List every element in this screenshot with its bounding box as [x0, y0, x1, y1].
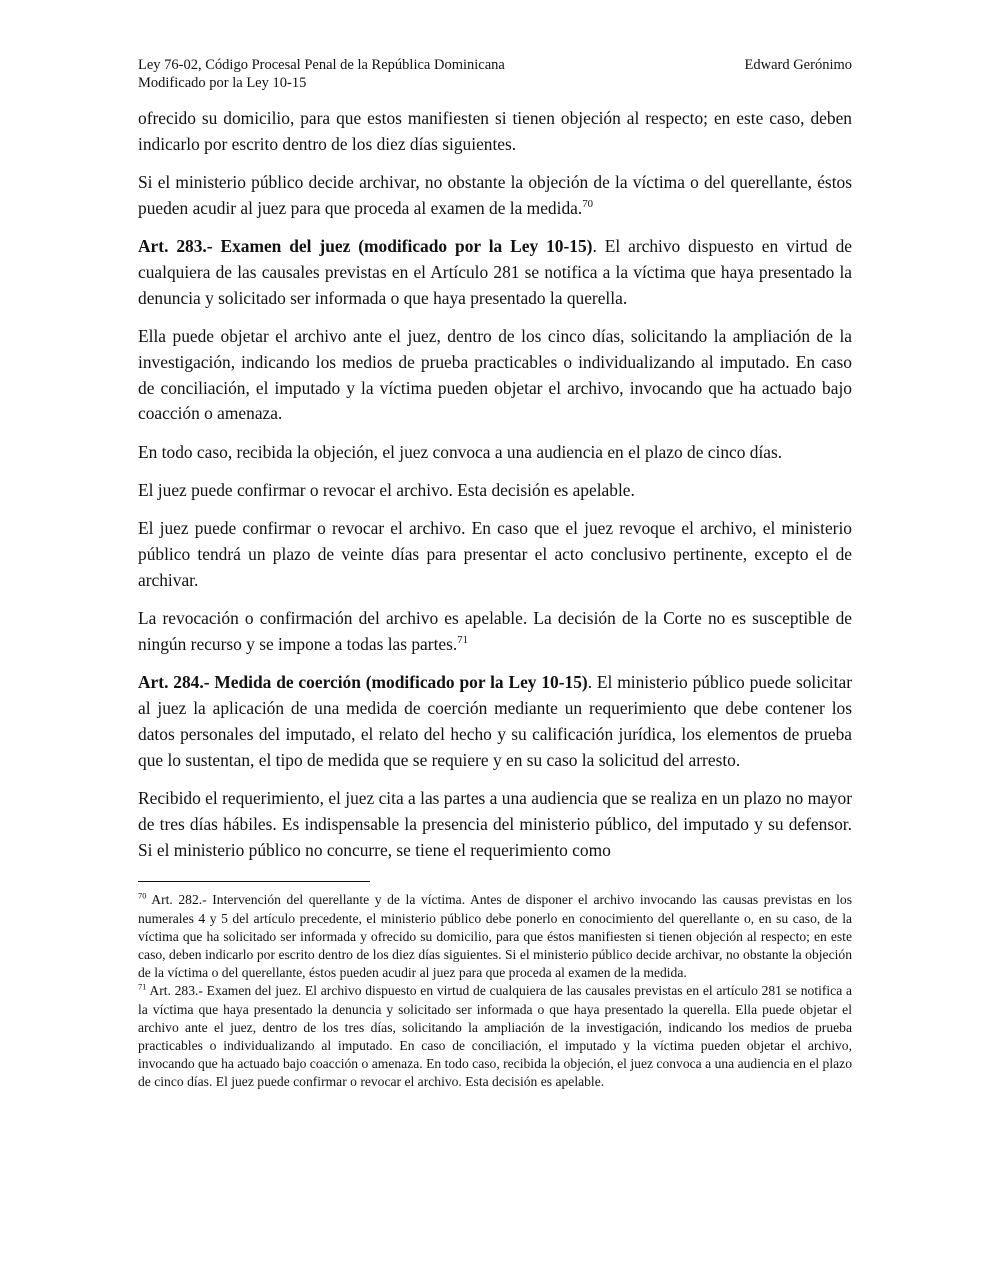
- paragraph-text: Si el ministerio público decide archivar, no obstante la objeción de la víctima o del querellante, éstos pueden acudir al juez para que proceda al examen de la medida.: [138, 172, 852, 218]
- paragraph-text: El juez puede confirmar o revocar el archivo. En caso que el juez revoque el archivo, el ministerio público tendrá un plazo de veinte días para presentar el acto conclusivo pertinente, excepto el de archivar.: [138, 518, 852, 590]
- paragraph-text: Ella puede objetar el archivo ante el juez, dentro de los cinco días, solicitando la ampliación de la investigación, indicando los medios de prueba practicables o individualizando al imputado. En caso de conciliación, el imputado y la víctima pueden objetar el archivo, invocando que ha actuado bajo coacción o amenaza.: [138, 326, 852, 424]
- article-heading: Art. 284.- Medida de coerción (modificado por la Ley 10-15): [138, 672, 588, 693]
- article-paragraph: [138, 670, 852, 773]
- footnote-text: Art. 283.- Examen del juez. El archivo dispuesto en virtud de cualquiera de las causales previstas en el artículo 281 se notifica a la víctima que haya presentado la denuncia y solicitado ser informada o que haya presentado la querella. Ella puede objetar el archivo ante el juez, dentro de los tres días, solicitando la ampliación de la investigación, indicando los medios de prueba practicables o individualizando al imputado. En caso de conciliación, el imputado y la víctima pueden objetar el archivo, invocando que ha actuado bajo coacción o amenaza. En todo caso, recibida la objeción, el juez convoca a una audiencia en el plazo de cinco días. El juez puede confirmar o revocar el archivo. Esta decisión es apelable.: [138, 983, 852, 1090]
- paragraph-text: La revocación o confirmación del archivo es apelable. La decisión de la Corte no es susceptible de ningún recurso y se impone a todas las partes.: [138, 608, 852, 655]
- paragraph: [138, 106, 852, 158]
- footnote: [138, 982, 852, 1091]
- header-title-line1: Ley 76-02, Código Procesal Penal de la República Dominicana: [138, 57, 505, 73]
- paragraph-text: En todo caso, recibida la objeción, el juez convoca a una audiencia en el plazo de cinco días.: [138, 441, 783, 462]
- footnote-number: 70: [138, 890, 147, 901]
- page-header: [138, 56, 852, 92]
- footnote-text: Art. 282.- Intervención del querellante y de la víctima. Antes de disponer el archivo invocando las causas previstas en los numerales 4 y 5 del artículo precedente, el ministerio público debe ponerlo en conocimiento del querellante o, en su caso, de la víctima que ha solicitado ser informada y ofrecido su domicilio, para que éstos manifiesten si tienen objeción al respecto; en este caso, deben indicarlo por escrito dentro de los diez días siguientes. Si el ministerio público decide archivar, no obstante la objeción de la víctima o del querellante, éstos pueden acudir al juez para que proceda al examen de la medida.: [138, 892, 852, 981]
- footnote-separator: [138, 881, 370, 882]
- footnotes: [138, 891, 852, 1091]
- header-author: Edward Gerónimo: [744, 57, 852, 73]
- paragraph-text: El juez puede confirmar o revocar el archivo. Esta decisión es apelable.: [138, 480, 635, 501]
- paragraph: [138, 440, 852, 466]
- body-text: [138, 106, 852, 863]
- paragraph-text: ofrecido su domicilio, para que estos manifiesten si tienen objeción al respecto; en este caso, deben indicarlo por escrito dentro de los diez días siguientes.: [138, 108, 852, 154]
- footnote: [138, 891, 852, 982]
- paragraph: [138, 324, 852, 427]
- paragraph-text: . El archivo dispuesto en virtud de cualquiera de las causales previstas en el Artículo 281 se notifica a la víctima que haya presentado la denuncia y solicitado ser informada o que haya presentado la querella.: [138, 236, 852, 308]
- article-heading: Art. 283.- Examen del juez (modificado por la Ley 10-15): [138, 236, 593, 257]
- paragraph-text: Recibido el requerimiento, el juez cita a las partes a una audiencia que se realiza en un plazo no mayor de tres días hábiles. Es indispensable la presencia del ministerio público, del imputado y su defensor. Si el ministerio público no concurre, se tiene el requerimiento como: [138, 788, 852, 860]
- paragraph: [138, 606, 852, 658]
- document-page: [138, 56, 852, 1092]
- footnote-reference[interactable]: 71: [457, 634, 468, 647]
- header-title-line2: Modificado por la Ley 10-15: [138, 75, 307, 91]
- paragraph-text: . El ministerio público puede solicitar al juez la aplicación de una medida de coerción mediante un requerimiento que debe contener los datos personales del imputado, el relato del hecho y su calificación jurídica, los elementos de prueba que lo sustentan, el tipo de medida que se requiere y en su caso la solicitud del arresto.: [138, 672, 852, 770]
- paragraph: [138, 170, 852, 222]
- footnote-reference[interactable]: 70: [582, 198, 593, 211]
- paragraph: [138, 478, 852, 504]
- paragraph: [138, 516, 852, 593]
- header-title: [138, 56, 698, 92]
- article-paragraph: [138, 234, 852, 311]
- paragraph: [138, 786, 852, 863]
- footnote-number: 71: [138, 981, 147, 992]
